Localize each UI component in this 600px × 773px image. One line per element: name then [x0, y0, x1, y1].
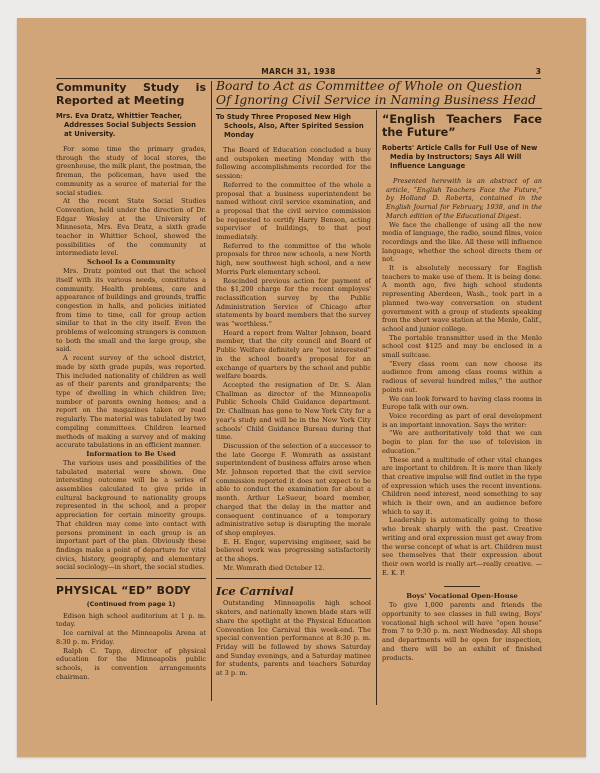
column-right [382, 113, 542, 662]
paragraph: Accepted the resignation of Dr. S. Alan Challman as director of the Minneapolis Public Schools Child Guidance department. Dr. Challman has gone to New York City for a year's study and will be in the New York City schools' Child Guidance Bureau during that time. [216, 380, 371, 442]
paragraph: For some time the primary grades, through the study of local stores, the greenhouse, the milk plant, the postman, the fireman, the policeman, have used the community as a source of material for the social studies. [56, 145, 206, 197]
paragraph: E. H. Enger, supervising engineer, said he believed work was progressing satisfactorily at the shops. [216, 537, 371, 564]
deck: To Study Three Proposed New High Schools, Also, After Spirited Session Monday [216, 113, 364, 139]
paragraph: The portable transmitter used in the Menlo school cost $125 and may be enclosed in a small suitcase. [382, 333, 542, 360]
page-header [56, 28, 541, 79]
headline: “English Teachers Face the Future” [382, 113, 542, 139]
body [216, 599, 371, 677]
body-part-1 [56, 145, 206, 258]
article-english-teachers [382, 113, 542, 577]
paragraph: Mrs. Dratz pointed out that the school itself with its various needs, constitutes a community. Health problems, care and appearance of buildings and grounds, traffic congestion in halls, and policies initiated from time to time, call for group action similar to that in the city itself. Even the problems of welcoming strangers is common to both the small and the large group, she said. [56, 267, 206, 354]
short-divider [444, 586, 480, 587]
subhead: School Is a Community [86, 258, 176, 267]
paragraph: “We are authoritatively told that we can begin to plan for the use of television in education.” [382, 429, 542, 455]
body [56, 612, 206, 682]
paragraph: These and a multitude of other vital changes are important to children. It is more than likely that creative impulse will find outlet in the type of expression which uses the recent inventions. Children need interest, need something to say which is their own, and an audience before which to say it. [382, 455, 542, 516]
intro-abstract [382, 177, 542, 221]
paragraph: At the recent State Social Studies Convention, held under the direction of Dr. Edgar Wesley at the University of Minnesota, Mrs. Eva Dratz, a sixth grade teacher in Whittier School, showed the possibilities of the community at intermediate level. [56, 197, 206, 258]
paragraph: Leadership is automatically going to those who break sharply with the past. Creative writing and oral expression must get away from the worse concept of what is art. Children must see themselves that their expression about their own world is really art—really creative. —E. K. P. [382, 516, 542, 577]
headline: PHYSICAL “ED” BODY [56, 584, 191, 598]
paragraph: The various uses and possibilities of the tabulated material were shown. One interesting outcome will be a series of assemblies calculated to give pride in cultural background to nationality groups represented in the school, and a proper appreciation for certain minority groups. That children may come into contact with persons prominent in each group is an important part of the plan. Obviously these findings make a point of departure for vital civics, history, geography, and elementary social sociology—in short, the social studies. [56, 458, 206, 572]
article-ice-carnival [216, 584, 371, 677]
paragraph: Discussion of the selection of a successor to the late George F. Womrath as assistant superintendent of business affairs arose when Mr. Johnson reported that the civil service commission reported it does not expect to be able to conduct the examination for about a month. Arthur LeSueur, board member, charged that the delay in the matter and consequent continuance of a temporary administrative setup is disrupting the morale of shop employes. [216, 441, 371, 537]
paragraph: Mr. Womrath died October 12. [223, 563, 325, 572]
article-board-committee [216, 113, 371, 572]
paragraph: Voice recording as part of oral development is an important innovation. Says the writer: [382, 411, 542, 429]
continued-note: (Continued from page 1) [86, 600, 176, 609]
column-left [56, 81, 206, 681]
deck: Roberts' Article Calls for Full Use of New Media by Instructors; Says All Will Influence Language [382, 144, 538, 170]
paragraph: “Every class room can now choose its audience from among class rooms within a radious of several hundred miles,” the author points out. [382, 359, 542, 394]
headline: Ice Carnival [216, 584, 294, 599]
issue-date: MARCH 31, 1938 [261, 67, 336, 76]
section-divider [56, 578, 206, 579]
paragraph: Outstanding Minneapolis high school skaters, and nationally known blade stars will share the spotlight at the Physical Education Convention Ice Carnival this week-end. The special convention performance at 8:30 p. m. Friday will be followed by shows Saturday and Sunday evenings, and a Saturday matinee for students, parents and teachers Saturday at 3 p. m. [216, 599, 371, 678]
article-community-study [56, 81, 206, 572]
subhead: Information to Be Used [86, 449, 176, 458]
paragraph: A recent survey of the school district, made by sixth grade pupils, was reported. This included nationality of children as well as of their parents and grandparents; the type of dwelling in which children live; number of parents owning homes; and a report on the magazines taken or read regularly. The material was tabulated by two compiling committees. Children learned methods of making a survey and of making accurate tabulations in an efficient manner. [56, 354, 206, 450]
paragraph: Rescinded previous action for payment of the $1,200 charge for the recent employes' reclassification survey by the Public Administration Service of Chicago after statements by board members that the survey was “worthless.” [216, 276, 371, 329]
paragraph: Ralph C. Tapp, director of physical education for the Minneapolis public schools, is convention arrangements chairman. [56, 646, 206, 681]
paragraph: The Board of Education concluded a busy and outspoken meeting Monday with the following accomplishments recorded for the session: [216, 146, 371, 181]
paragraph: Ice carnival at the Minneapolis Arena at 8:30 p. m. Friday. [56, 629, 206, 646]
banner-headline-line-1: Board to Act as Committee of Whole on Question [216, 79, 523, 93]
paragraph: It is absolutely necessary for English teachers to make use of them. It is being done. A month ago, five high school students representing Aberdeen, Wash., took part in a planned two-way conversation on student government with a group of students speaking from the short wave station at the Menlo, Calif., school and junior college. [382, 264, 542, 333]
headline: Boys' Vocational Open-House [406, 592, 518, 601]
body-part-3 [56, 459, 206, 572]
paragraph: Edison high school auditorium at 1 p. m. today. [56, 611, 206, 629]
column-middle [216, 81, 371, 678]
column-rule-left [211, 81, 212, 701]
page-number: 3 [535, 67, 541, 76]
column-rule-right [376, 110, 377, 705]
intro-text: Presented herewith is an abstract of an article, “English Teachers Face the Future,” by Holland D. Roberts, contained in the English Journal for February, 1938, and in the March edition of the Educational Digest. [386, 177, 542, 220]
deck: Mrs. Eva Dratz, Whittier Teacher, Addresses Social Subjects Session at University. [56, 112, 196, 138]
paragraph: Heard a report from Walter Johnson, board member, that the city council and Board of Public Welfare definitely are “not interested” in the school board's proposal for an exchange of quarters by the school and public welfare boards. [216, 328, 371, 381]
article-open-house [382, 592, 542, 662]
paragraph: To give 1,000 parents and friends the opportunity to see classes in full swing, Boys' vocational high school will have “open house” from 7 to 9:30 p. m. next Wednesday. All shops and departments will be open for inspection, and there will be an exhibit of finished products. [382, 601, 542, 662]
body [382, 601, 542, 662]
article-physical-ed [56, 584, 206, 681]
paragraph: We face the challenge of using all the new media of language, the radio, sound films, voice recordings and the like. All these will influence language, whether the school directs them or not. [382, 220, 542, 264]
body [216, 146, 371, 572]
headline: Community Study is Reported at Meeting [56, 81, 206, 107]
paragraph: We can look forward to having class rooms in Europe talk with our own. [382, 394, 542, 412]
paragraph: Referred to the committee of the whole proposals for three new schools, a new North high, new southwest high school, and a new Morris Park elementary school. [216, 241, 371, 276]
section-divider [216, 578, 371, 579]
body-part-2 [56, 267, 206, 450]
paragraph: Referred to the committee of the whole a proposal that a business superintendent be named without civil service examination, and a proposal that the civil service commission be requested to certify Harry Benson, acting supervisor of buildings, to that post immediately. [216, 180, 371, 242]
body [382, 221, 542, 578]
banner-headline-line-2: Of Ignoring Civil Service in Naming Business Head [216, 93, 536, 107]
